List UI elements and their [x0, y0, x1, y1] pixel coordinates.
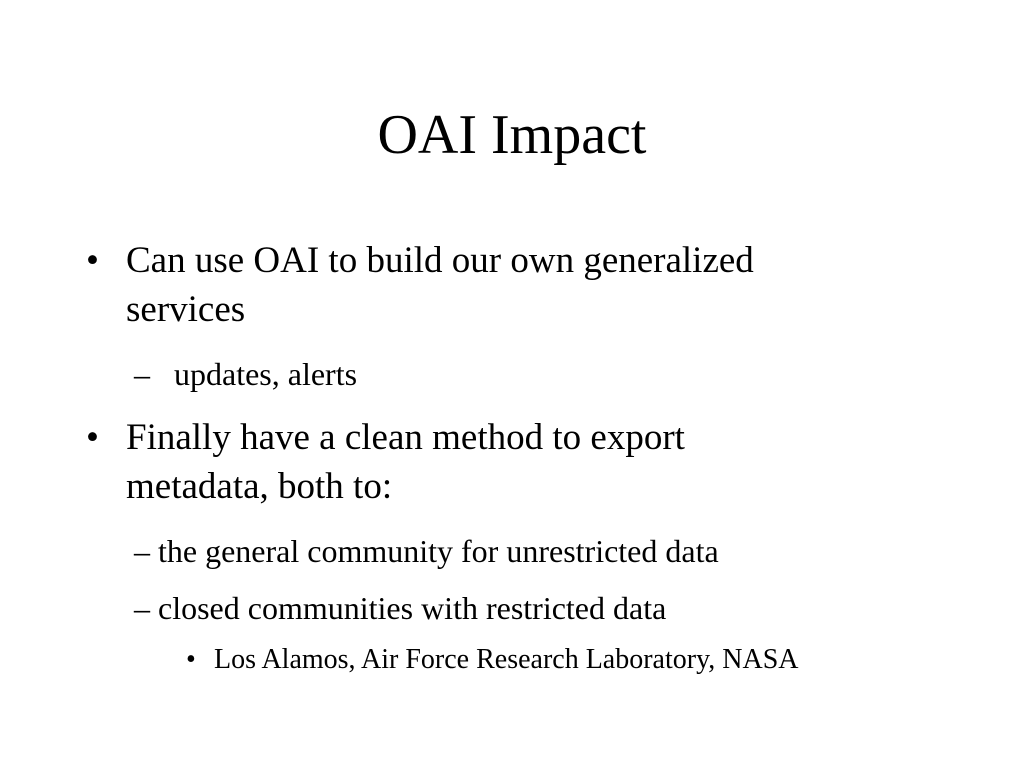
- bullet-marker: •: [86, 240, 99, 281]
- sub-bullet-marker: –: [134, 533, 150, 569]
- bullet-text-line: metadata, both to:: [126, 466, 393, 507]
- bullet-item: [86, 236, 946, 334]
- slide-title: OAI Impact: [377, 104, 647, 166]
- bullet-text-line: services: [126, 289, 246, 330]
- sub-bullet-text: closed communities with restricted data: [158, 590, 667, 626]
- sub-bullet-marker: –: [134, 590, 150, 626]
- sub-sub-bullet-text: Los Alamos, Air Force Research Laboratory, NASA: [214, 644, 799, 675]
- bullet-text-line: Finally have a clean method to export: [126, 417, 685, 458]
- sub-bullet-text: updates, alerts: [174, 356, 358, 392]
- sub-bullet-item: [134, 354, 954, 394]
- sub-sub-bullet-item: [186, 642, 1006, 678]
- sub-bullet-marker: –: [134, 356, 150, 392]
- bullet-item: [86, 413, 946, 511]
- sub-bullet-text: the general community for unrestricted data: [158, 533, 719, 569]
- bullet-marker: •: [86, 417, 99, 458]
- sub-bullet-item: [134, 531, 954, 571]
- bullet-text-line: Can use OAI to build our own generalized: [126, 240, 754, 281]
- sub-bullet-item: [134, 588, 954, 628]
- sub-sub-bullet-marker: •: [186, 644, 196, 675]
